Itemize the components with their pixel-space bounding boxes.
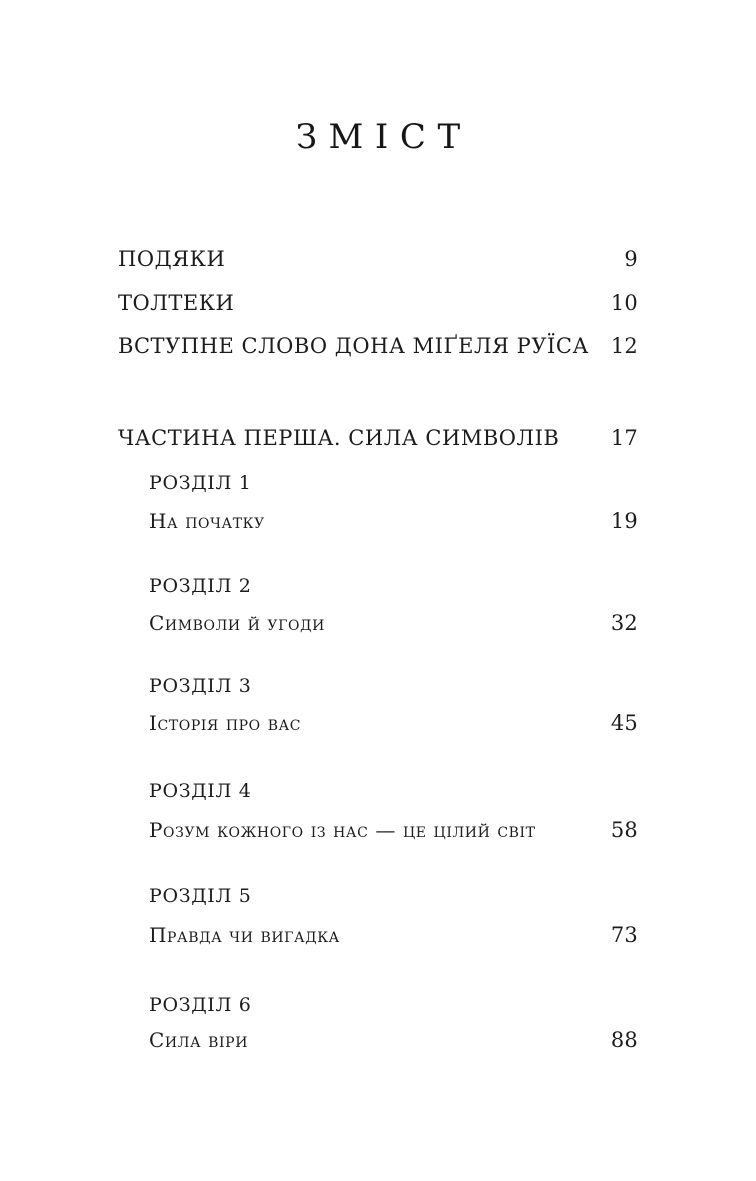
chapter-heading: РОЗДІЛ 4 <box>149 780 252 802</box>
toc-entry-label: ПОДЯКИ <box>118 247 226 271</box>
toc-part-entry <box>118 428 638 449</box>
page-title: ЗМІСТ <box>295 117 472 157</box>
toc-entry-label: ТОЛТЕКИ <box>118 291 235 315</box>
chapter-title-row <box>149 925 638 946</box>
chapter-heading-row <box>149 887 638 906</box>
chapter-heading: РОЗДІЛ 2 <box>149 575 252 597</box>
chapter-page-number: 45 <box>610 711 638 735</box>
chapter-heading: РОЗДІЛ 6 <box>149 994 252 1016</box>
chapter-title: Правда чи вигадка <box>149 923 340 947</box>
toc-entry-label: ВСТУПНЕ СЛОВО ДОНА МІҐЕЛЯ РУЇСА <box>118 334 589 358</box>
chapter-title: Символи й угоди <box>149 611 325 635</box>
chapter-page-number: 19 <box>610 509 638 533</box>
chapter-heading-row <box>149 782 638 801</box>
chapter-heading: РОЗДІЛ 3 <box>149 675 252 697</box>
chapter-heading: РОЗДІЛ 5 <box>149 885 252 907</box>
chapter-title-row <box>149 820 638 841</box>
toc-part-page-number: 17 <box>610 426 638 450</box>
toc-entry-page-number: 12 <box>610 334 638 358</box>
toc-entry <box>118 336 638 357</box>
chapter-title-row <box>149 613 638 634</box>
chapter-heading-row <box>149 996 638 1015</box>
chapter-title-row <box>149 713 638 734</box>
chapter-title: Історія про вас <box>149 711 302 735</box>
chapter-heading: РОЗДІЛ 1 <box>149 472 252 494</box>
chapter-page-number: 88 <box>610 1028 638 1052</box>
chapter-page-number: 58 <box>610 818 638 842</box>
toc-entry <box>118 293 638 314</box>
chapter-title-row <box>149 1030 638 1051</box>
chapter-title: На початку <box>149 509 265 533</box>
toc-part-label: ЧАСТИНА ПЕРША. СИЛА СИМВОЛІВ <box>118 426 560 450</box>
chapter-page-number: 32 <box>610 611 638 635</box>
chapter-page-number: 73 <box>610 923 638 947</box>
chapter-title: Розум кожного із нас — це цілий світ <box>149 818 536 842</box>
chapter-heading-row <box>149 577 638 596</box>
chapter-heading-row <box>149 677 638 696</box>
toc-entry-page-number: 9 <box>624 247 638 271</box>
chapter-title: Сила віри <box>149 1028 249 1052</box>
chapter-heading-row <box>149 474 638 493</box>
toc-entry-page-number: 10 <box>610 291 638 315</box>
chapter-title-row <box>149 511 638 532</box>
toc-entry <box>118 249 638 270</box>
